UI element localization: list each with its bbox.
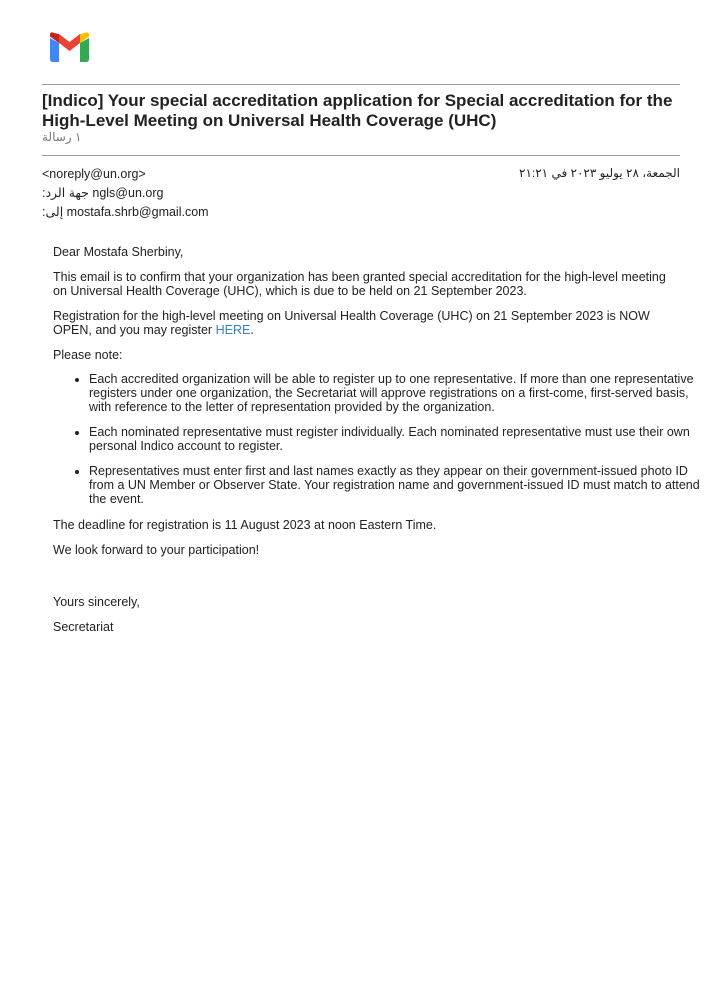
registration-text: Registration for the high-level meeting on Universal Health Coverage (UHC) on 21 September 2023 is NOW OPEN, and you may register <box>53 309 650 337</box>
signature: Secretariat <box>53 620 114 634</box>
email-subject: [Indico] Your special accreditation application for Special accreditation for the High-Level Meeting on Universal Health Coverage (UHC) <box>42 91 673 130</box>
greeting: Dear Mostafa Sherbiny, <box>53 245 184 259</box>
header-divider <box>42 84 680 85</box>
message-date: الجمعة، ٢٨ يوليو ٢٠٢٣ في ٢١:٢١ <box>519 166 680 180</box>
message-count: ١ رسالة <box>42 130 82 144</box>
to-label: إلى: <box>42 205 64 219</box>
registration-paragraph <box>53 309 673 337</box>
register-here-link[interactable]: HERE <box>215 323 251 337</box>
notes-list <box>53 372 709 517</box>
note-item: • Each nominated representative must register individually. Each nominated representative must use their own personal Indico account to register. <box>89 425 709 453</box>
reply-to-row <box>42 185 163 200</box>
to-row <box>42 204 209 219</box>
gmail-logo-icon <box>50 32 89 62</box>
note-item: • Each accredited organization will be able to register up to one representative. If more than one representative registers under one organization, the Secretariat will approve registrations on a first-come, first-served basis, with reference to the letter of representation provided by the organization. <box>89 372 709 414</box>
sign-off: Yours sincerely, <box>53 595 140 609</box>
thread-divider <box>42 155 680 156</box>
closing-line: We look forward to your participation! <box>53 543 260 557</box>
note-item: • Representatives must enter first and last names exactly as they appear on their government-issued photo ID from a UN Member or Observer State. Your registration name and government-issued ID must match to attend the event. <box>89 464 709 506</box>
reply-to-label: جهة الرد: <box>42 186 89 200</box>
deadline-paragraph: The deadline for registration is 11 August 2023 at noon Eastern Time. <box>53 518 437 532</box>
sender-address[interactable]: <noreply@un.org> <box>42 167 146 181</box>
please-note-heading: Please note: <box>53 348 123 362</box>
registration-end: . <box>250 323 254 337</box>
confirmation-paragraph: This email is to confirm that your organization has been granted special accreditation for the high-level meeting on Universal Health Coverage (UHC), which is due to be held on 21 September 2023. <box>53 270 666 298</box>
to-address[interactable]: mostafa.shrb@gmail.com <box>66 205 209 219</box>
reply-to-address[interactable]: ngls@un.org <box>92 186 164 200</box>
